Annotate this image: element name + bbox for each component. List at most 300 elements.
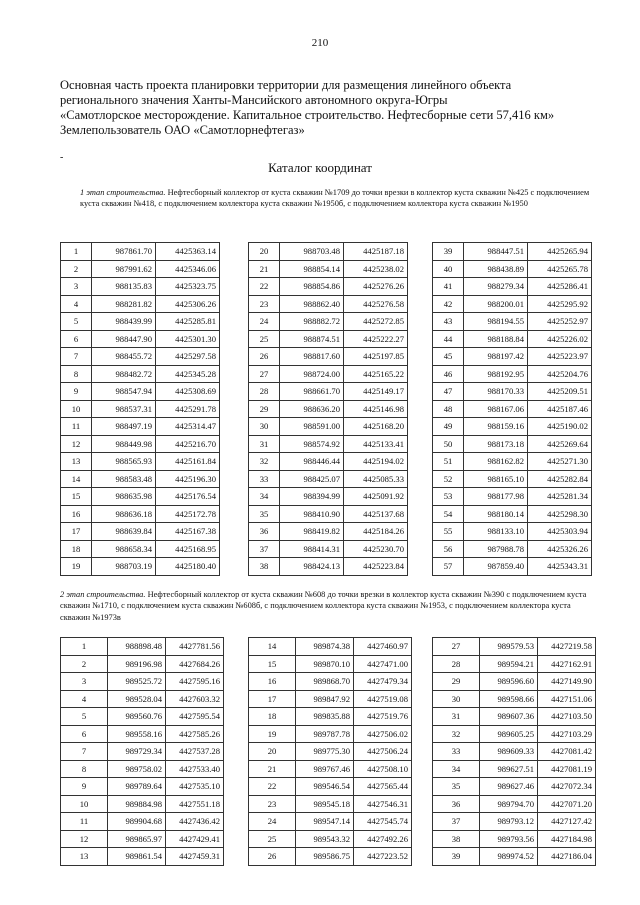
table-row <box>433 400 592 418</box>
table-row <box>249 295 408 313</box>
coord-y: 4427103.50 <box>538 708 596 726</box>
table-row <box>433 278 592 296</box>
header-line-1: Основная часть проекта планировки территории для размещения линейного объекта <box>60 78 512 92</box>
coord-y: 4425308.69 <box>156 383 220 401</box>
table-row <box>433 365 592 383</box>
coord-y: 4425149.17 <box>344 383 408 401</box>
point-number: 10 <box>61 795 108 813</box>
coord-x: 988188.84 <box>464 330 528 348</box>
table-row <box>249 655 412 673</box>
coord-y: 4427781.56 <box>166 638 224 656</box>
coord-x: 989627.51 <box>480 760 538 778</box>
coord-y: 4425137.68 <box>344 505 408 523</box>
point-number: 57 <box>433 558 464 576</box>
coord-x: 988159.16 <box>464 418 528 436</box>
coord-x: 989904.68 <box>108 813 166 831</box>
point-number: 6 <box>61 330 92 348</box>
stage-2-text: Нефтесборный коллектор от куста скважин №608 до точки врезки в коллектор куста скважин №390 с подключением куста скважин №1710, с подключением куста скважин №608б, с подключением коллектора куста скважин №1953, с подключением коллектора куста скважин №1973в <box>60 590 587 622</box>
stage-1-table-col-3 <box>432 242 592 576</box>
coord-x: 989974.52 <box>480 848 538 866</box>
coord-x: 987859.40 <box>464 558 528 576</box>
point-number: 56 <box>433 540 464 558</box>
coord-y: 4425196.30 <box>156 470 220 488</box>
point-number: 27 <box>249 365 280 383</box>
coord-x: 989607.36 <box>480 708 538 726</box>
point-number: 25 <box>249 830 296 848</box>
coord-x: 988438.89 <box>464 260 528 278</box>
coord-x: 989847.92 <box>296 690 354 708</box>
point-number: 2 <box>61 655 108 673</box>
coord-y: 4425303.94 <box>528 523 592 541</box>
coord-x: 989758.02 <box>108 760 166 778</box>
coord-y: 4425176.54 <box>156 488 220 506</box>
table-row <box>249 453 408 471</box>
table-row <box>249 418 408 436</box>
coord-y: 4425165.22 <box>344 365 408 383</box>
coord-y: 4427533.40 <box>166 760 224 778</box>
point-number: 50 <box>433 435 464 453</box>
table-row <box>433 505 592 523</box>
point-number: 45 <box>433 348 464 366</box>
coord-y: 4427603.32 <box>166 690 224 708</box>
table-row <box>61 558 220 576</box>
stage-1-description <box>80 187 600 210</box>
table-row <box>249 278 408 296</box>
coord-y: 4427081.42 <box>538 743 596 761</box>
point-number: 17 <box>61 523 92 541</box>
point-number: 33 <box>433 743 480 761</box>
coord-y: 4427506.24 <box>354 743 412 761</box>
coord-x: 988497.19 <box>92 418 156 436</box>
table-row <box>433 295 592 313</box>
point-number: 6 <box>61 725 108 743</box>
coord-y: 4425282.84 <box>528 470 592 488</box>
table-row <box>433 523 592 541</box>
coord-x: 988197.42 <box>464 348 528 366</box>
table-row <box>433 690 596 708</box>
coord-x: 988279.34 <box>464 278 528 296</box>
coord-x: 988162.82 <box>464 453 528 471</box>
stage-1-table-col-1 <box>60 242 220 576</box>
point-number: 39 <box>433 848 480 866</box>
table-row <box>433 725 596 743</box>
coord-y: 4427546.31 <box>354 795 412 813</box>
table-row <box>249 760 412 778</box>
coord-x: 989874.38 <box>296 638 354 656</box>
coord-x: 989767.46 <box>296 760 354 778</box>
stage-2-table-col-1 <box>60 637 224 866</box>
point-number: 49 <box>433 418 464 436</box>
table-row <box>249 260 408 278</box>
coord-y: 4427537.28 <box>166 743 224 761</box>
coord-y: 4427492.26 <box>354 830 412 848</box>
coord-y: 4425271.30 <box>528 453 592 471</box>
table-row <box>249 540 408 558</box>
header-line-4: Землепользователь ОАО «Самотлорнефтегаз» <box>60 123 305 137</box>
coord-x: 988167.06 <box>464 400 528 418</box>
point-number: 27 <box>433 638 480 656</box>
coord-y: 4427081.19 <box>538 760 596 778</box>
coord-y: 4425091.92 <box>344 488 408 506</box>
coord-x: 988200.01 <box>464 295 528 313</box>
point-number: 7 <box>61 348 92 366</box>
coord-x: 988192.95 <box>464 365 528 383</box>
coord-x: 989609.33 <box>480 743 538 761</box>
coord-y: 4427595.54 <box>166 708 224 726</box>
coord-x: 989547.14 <box>296 813 354 831</box>
coord-x: 989793.56 <box>480 830 538 848</box>
coord-y: 4427103.29 <box>538 725 596 743</box>
coord-y: 4425343.31 <box>528 558 592 576</box>
table-row <box>61 690 224 708</box>
table-row <box>249 330 408 348</box>
coord-x: 988135.83 <box>92 278 156 296</box>
point-number: 52 <box>433 470 464 488</box>
table-row <box>433 453 592 471</box>
coord-y: 4425168.95 <box>156 540 220 558</box>
coord-x: 989793.12 <box>480 813 538 831</box>
point-number: 17 <box>249 690 296 708</box>
table-row <box>433 558 592 576</box>
coord-x: 989865.97 <box>108 830 166 848</box>
coord-y: 4427585.26 <box>166 725 224 743</box>
coord-x: 989558.16 <box>108 725 166 743</box>
coord-x: 988862.40 <box>280 295 344 313</box>
coord-y: 4427162.91 <box>538 655 596 673</box>
point-number: 24 <box>249 813 296 831</box>
coord-x: 989729.34 <box>108 743 166 761</box>
point-number: 43 <box>433 313 464 331</box>
table-row <box>249 243 408 261</box>
point-number: 18 <box>61 540 92 558</box>
point-number: 32 <box>433 725 480 743</box>
coord-x: 989196.98 <box>108 655 166 673</box>
coord-y: 4425226.02 <box>528 330 592 348</box>
coord-x: 989596.60 <box>480 673 538 691</box>
coord-y: 4425172.78 <box>156 505 220 523</box>
coord-x: 989543.32 <box>296 830 354 848</box>
point-number: 12 <box>61 830 108 848</box>
coord-x: 988165.10 <box>464 470 528 488</box>
point-number: 48 <box>433 400 464 418</box>
point-number: 20 <box>249 243 280 261</box>
table-row <box>249 523 408 541</box>
table-row <box>249 690 412 708</box>
table-row <box>433 638 596 656</box>
coord-x: 988565.93 <box>92 453 156 471</box>
coord-y: 4427595.16 <box>166 673 224 691</box>
table-row <box>61 848 224 866</box>
catalog-title: Каталог координат <box>268 160 372 175</box>
point-number: 47 <box>433 383 464 401</box>
point-number: 2 <box>61 260 92 278</box>
coord-y: 4427508.10 <box>354 760 412 778</box>
coord-x: 987861.70 <box>92 243 156 261</box>
table-row <box>433 348 592 366</box>
coord-y: 4427151.06 <box>538 690 596 708</box>
point-number: 15 <box>249 655 296 673</box>
table-row <box>61 383 220 401</box>
coord-x: 988583.48 <box>92 470 156 488</box>
coord-y: 4425190.02 <box>528 418 592 436</box>
point-number: 54 <box>433 505 464 523</box>
coord-y: 4427223.52 <box>354 848 412 866</box>
coord-y: 4425223.97 <box>528 348 592 366</box>
coord-y: 4425265.78 <box>528 260 592 278</box>
coord-y: 4425298.30 <box>528 505 592 523</box>
coord-y: 4425314.47 <box>156 418 220 436</box>
coord-y: 4425301.30 <box>156 330 220 348</box>
point-number: 14 <box>249 638 296 656</box>
coord-y: 4425297.58 <box>156 348 220 366</box>
point-number: 32 <box>249 453 280 471</box>
coord-x: 988410.90 <box>280 505 344 523</box>
point-number: 36 <box>249 523 280 541</box>
table-row <box>249 638 412 656</box>
coord-x: 988425.07 <box>280 470 344 488</box>
table-row <box>433 383 592 401</box>
table-row <box>433 743 596 761</box>
coord-y: 4425281.34 <box>528 488 592 506</box>
coord-x: 989545.18 <box>296 795 354 813</box>
coord-y: 4425269.64 <box>528 435 592 453</box>
coord-x: 988898.48 <box>108 638 166 656</box>
point-number: 36 <box>433 795 480 813</box>
point-number: 20 <box>249 743 296 761</box>
coord-y: 4425295.92 <box>528 295 592 313</box>
table-row <box>61 330 220 348</box>
point-number: 3 <box>61 278 92 296</box>
point-number: 41 <box>433 278 464 296</box>
coord-y: 4427459.31 <box>166 848 224 866</box>
point-number: 44 <box>433 330 464 348</box>
coord-y: 4427565.44 <box>354 778 412 796</box>
coord-x: 988455.72 <box>92 348 156 366</box>
table-row <box>61 778 224 796</box>
coord-x: 989579.53 <box>480 638 538 656</box>
table-row <box>61 708 224 726</box>
coord-x: 989528.04 <box>108 690 166 708</box>
point-number: 8 <box>61 365 92 383</box>
coord-x: 989861.54 <box>108 848 166 866</box>
point-number: 5 <box>61 708 108 726</box>
coord-y: 4427127.42 <box>538 813 596 831</box>
table-row <box>249 400 408 418</box>
point-number: 37 <box>249 540 280 558</box>
table-row <box>433 778 596 796</box>
table-row <box>249 470 408 488</box>
table-row <box>249 795 412 813</box>
coord-y: 4425223.84 <box>344 558 408 576</box>
point-number: 8 <box>61 760 108 778</box>
point-number: 46 <box>433 365 464 383</box>
table-row <box>61 655 224 673</box>
point-number: 55 <box>433 523 464 541</box>
coord-y: 4425265.94 <box>528 243 592 261</box>
point-number: 37 <box>433 813 480 831</box>
point-number: 29 <box>249 400 280 418</box>
point-number: 34 <box>433 760 480 778</box>
coord-x: 989775.30 <box>296 743 354 761</box>
table-row <box>61 760 224 778</box>
table-row <box>249 673 412 691</box>
point-number: 40 <box>433 260 464 278</box>
coord-x: 989594.21 <box>480 655 538 673</box>
table-row <box>433 540 592 558</box>
coord-x: 989598.66 <box>480 690 538 708</box>
table-row <box>249 505 408 523</box>
header-line-3: «Самотлорское месторождение. Капитальное строительство. Нефтесборные сети 57,416 км» <box>60 108 555 122</box>
coord-x: 988447.51 <box>464 243 528 261</box>
point-number: 38 <box>249 558 280 576</box>
coord-x: 988636.20 <box>280 400 344 418</box>
coord-x: 988661.70 <box>280 383 344 401</box>
coord-y: 4425133.41 <box>344 435 408 453</box>
table-row <box>433 470 592 488</box>
coord-x: 989868.70 <box>296 673 354 691</box>
coord-x: 988394.99 <box>280 488 344 506</box>
point-number: 22 <box>249 278 280 296</box>
point-number: 24 <box>249 313 280 331</box>
coord-x: 988854.86 <box>280 278 344 296</box>
point-number: 29 <box>433 673 480 691</box>
table-row <box>61 673 224 691</box>
point-number: 12 <box>61 435 92 453</box>
point-number: 4 <box>61 295 92 313</box>
table-row <box>433 813 596 831</box>
stage-1-lead: 1 этап строительства. <box>80 188 166 197</box>
coord-x: 989525.72 <box>108 673 166 691</box>
point-number: 33 <box>249 470 280 488</box>
table-row <box>433 313 592 331</box>
stage-2-description <box>60 589 600 623</box>
point-number: 23 <box>249 295 280 313</box>
table-row <box>249 348 408 366</box>
coord-x: 988424.13 <box>280 558 344 576</box>
table-row <box>61 313 220 331</box>
coord-y: 4425184.26 <box>344 523 408 541</box>
point-number: 11 <box>61 813 108 831</box>
point-number: 42 <box>433 295 464 313</box>
table-row <box>61 453 220 471</box>
coord-x: 988419.82 <box>280 523 344 541</box>
table-row <box>61 260 220 278</box>
coord-y: 4425085.33 <box>344 470 408 488</box>
coord-x: 988547.94 <box>92 383 156 401</box>
table-row <box>61 488 220 506</box>
table-row <box>249 778 412 796</box>
coord-y: 4427551.18 <box>166 795 224 813</box>
point-number: 11 <box>61 418 92 436</box>
point-number: 51 <box>433 453 464 471</box>
coord-y: 4427186.04 <box>538 848 596 866</box>
point-number: 25 <box>249 330 280 348</box>
table-row <box>249 813 412 831</box>
coord-x: 989794.70 <box>480 795 538 813</box>
point-number: 1 <box>61 243 92 261</box>
table-row <box>433 330 592 348</box>
coord-y: 4427506.02 <box>354 725 412 743</box>
point-number: 19 <box>61 558 92 576</box>
table-row <box>249 830 412 848</box>
point-number: 35 <box>433 778 480 796</box>
table-row <box>249 743 412 761</box>
coord-x: 987991.62 <box>92 260 156 278</box>
stage-2-table-col-2 <box>248 637 412 866</box>
coord-y: 4427460.97 <box>354 638 412 656</box>
coord-y: 4427684.26 <box>166 655 224 673</box>
coord-y: 4425209.51 <box>528 383 592 401</box>
coord-y: 4427545.74 <box>354 813 412 831</box>
point-number: 23 <box>249 795 296 813</box>
table-row <box>61 400 220 418</box>
coord-y: 4425345.28 <box>156 365 220 383</box>
coord-x: 988482.72 <box>92 365 156 383</box>
coord-x: 988658.34 <box>92 540 156 558</box>
coord-x: 988170.33 <box>464 383 528 401</box>
coord-x: 989870.10 <box>296 655 354 673</box>
table-row <box>61 278 220 296</box>
point-number: 38 <box>433 830 480 848</box>
coord-x: 988817.60 <box>280 348 344 366</box>
coord-y: 4427429.41 <box>166 830 224 848</box>
point-number: 10 <box>61 400 92 418</box>
stage-2-table-col-3 <box>432 637 596 866</box>
coord-y: 4427184.98 <box>538 830 596 848</box>
table-row <box>249 435 408 453</box>
coord-y: 4425168.20 <box>344 418 408 436</box>
stage-1-table-col-2 <box>248 242 408 576</box>
coord-x: 988703.48 <box>280 243 344 261</box>
table-row <box>433 435 592 453</box>
table-row <box>249 558 408 576</box>
table-row <box>433 488 592 506</box>
coord-y: 4427535.10 <box>166 778 224 796</box>
coord-y: 4425252.97 <box>528 313 592 331</box>
table-row <box>61 295 220 313</box>
point-number: 18 <box>249 708 296 726</box>
point-number: 26 <box>249 848 296 866</box>
coord-y: 4427471.00 <box>354 655 412 673</box>
point-number: 3 <box>61 673 108 691</box>
coord-x: 989789.64 <box>108 778 166 796</box>
coord-x: 988439.99 <box>92 313 156 331</box>
coord-y: 4425161.84 <box>156 453 220 471</box>
point-number: 28 <box>433 655 480 673</box>
coord-y: 4425272.85 <box>344 313 408 331</box>
point-number: 15 <box>61 488 92 506</box>
point-number: 21 <box>249 760 296 778</box>
table-row <box>249 708 412 726</box>
coord-x: 988449.98 <box>92 435 156 453</box>
point-number: 39 <box>433 243 464 261</box>
point-number: 16 <box>61 505 92 523</box>
table-row <box>61 725 224 743</box>
coord-x: 989546.54 <box>296 778 354 796</box>
table-row <box>61 243 220 261</box>
coord-x: 988724.00 <box>280 365 344 383</box>
coord-y: 4425216.70 <box>156 435 220 453</box>
table-row <box>433 760 596 778</box>
coord-y: 4425187.18 <box>344 243 408 261</box>
table-row <box>61 795 224 813</box>
point-number: 9 <box>61 383 92 401</box>
coord-y: 4425326.26 <box>528 540 592 558</box>
point-number: 34 <box>249 488 280 506</box>
coord-x: 988636.18 <box>92 505 156 523</box>
table-row <box>433 673 596 691</box>
table-row <box>433 655 596 673</box>
